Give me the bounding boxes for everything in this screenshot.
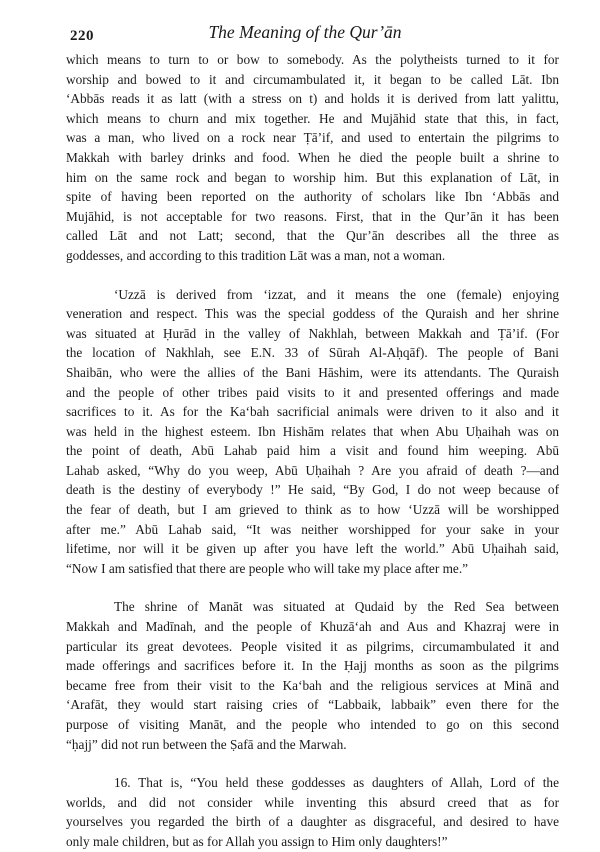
text-line: 16. That is, “You held these goddesses as daughters of Allah, Lord of the [114, 775, 559, 791]
text-line: “Now I am satisfied that there are people who will take my place after me.” [66, 560, 469, 576]
text-line: Lahab asked, “Why do you weep, Abū Uḥaihah ? Are you afraid of death ?—and [66, 462, 559, 478]
running-title: The Meaning of the Qur’ān [208, 22, 402, 42]
text-line: lifetime, nor will it be given up after you have left the world.” Abū Uḥaihah said, [66, 541, 559, 557]
text-line: The shrine of Manāt was situated at Qudaid by the Red Sea between [114, 599, 559, 615]
text-line: only male children, but as for Allah you assign to Him only daughters!” [66, 833, 448, 849]
text-line: Makkah and Madīnah, and the people of Khuzā‘ah and Aus and Khazraj were in [66, 619, 559, 635]
page-header [70, 22, 540, 50]
text-line: spite of having been reported on the authority of scholars like Ibn ‘Abbās and [66, 189, 559, 205]
text-line: ‘Abbās reads it as latt (with a stress on t) and holds it is derived from latt yalittu, [66, 91, 559, 107]
text-line: yourselves you regarded the birth of a daughter as disgraceful, and desired to have [66, 814, 559, 830]
paragraph-spacer [66, 754, 559, 773]
text-line: was situated at Ḥurād in the valley of Nakhlah, between Makkah and Ṭā’if. (For [66, 325, 559, 341]
text-line: ‘Arafāt, they would start raising cries of “Labbaik, labbaik” even there for the [66, 697, 559, 713]
text-line: the location of Nakhlah, see E.N. 33 of Sūrah Al-Aḥqāf). The people of Bani [66, 345, 559, 361]
text-line: which means to turn to or bow to somebody. As the polytheists turned to it for [66, 52, 559, 67]
text-line: which means to churn and mix together. He and Mujāhid state that this, in fact, [66, 110, 559, 126]
text-line: after me.” Abū Lahab said, “It was neither worshipped for your sake in your [66, 521, 559, 537]
text-line: purpose of visiting Manāt, and the people who intended to go on this second [66, 717, 559, 732]
text-line: sacrifices to it. As for the Ka‘bah sacrificial animals were driven to it also and it [66, 404, 559, 420]
text-line: veneration and respect. This was the special goddess of the Quraish and her shrine [66, 306, 559, 322]
text-line: death is the destiny of everybody !” He said, “By God, I do not weep because of [66, 482, 559, 498]
paragraph-p3 [66, 597, 559, 754]
text-line: made offerings and sacrifices before it. In the Ḥajj months as soon as the pilgrims [66, 658, 559, 674]
text-line: became free from their visit to the Ka‘bah and the religious services at Minā and [66, 677, 559, 693]
text-line: the fear of death, but I am grieved to think as to how ‘Uzzā will be worshipped [66, 502, 559, 518]
paragraph-p4 [66, 773, 559, 851]
text-line: him on the same rock and began to worship him. But this explanation of Lāt, in [66, 169, 559, 185]
text-line: Makkah with barley drinks and food. When he died the people built a shrine to [66, 149, 559, 165]
text-line: was held in the highest esteem. Ibn Hishām relates that when Abu Uḥaihah was on [66, 423, 559, 439]
text-line: and the people of other tribes paid visits to it and presented offerings and made [66, 384, 559, 400]
page-body [66, 50, 559, 852]
text-line: Mujāhid, is not acceptable for two reasons. First, that in the Qur’ān it has been [66, 208, 559, 224]
text-line: the point of death, Abū Lahab paid him a visit and found him weeping. Abū [66, 443, 559, 459]
text-line: worship and bowed to it and circumambulated it, it began to be called Lāt. Ibn [66, 71, 559, 87]
text-line: was a man, who lived on a rock near Ṭā’if, and used to entertain the pilgrims to [66, 130, 559, 146]
paragraph-spacer [66, 578, 559, 597]
text-line: goddesses, and according to this tradition Lāt was a man, not a woman. [66, 247, 446, 263]
paragraph-p2 [66, 285, 559, 579]
text-line: Shaibān, who were the allies of the Bani Hāshim, were its attendants. The Quraish [66, 364, 559, 380]
text-line: called Lāt and not Latt; second, that the Qur’ān describes all the three as [66, 228, 559, 244]
text-line: “ḥajj” did not run between the Ṣafā and the Marwah. [66, 736, 347, 752]
paragraph-spacer [66, 266, 559, 285]
text-line: particular its great devotees. People visited it as pilgrims, circumambulated it and [66, 638, 559, 654]
paragraph-p1 [66, 50, 559, 266]
page-number: 220 [70, 28, 94, 44]
text-line: worlds, and did not consider while inventing this absurd creed that as for [66, 794, 559, 810]
text-line: ‘Uzzā is derived from ‘izzat, and it means the one (female) enjoying [114, 286, 559, 302]
